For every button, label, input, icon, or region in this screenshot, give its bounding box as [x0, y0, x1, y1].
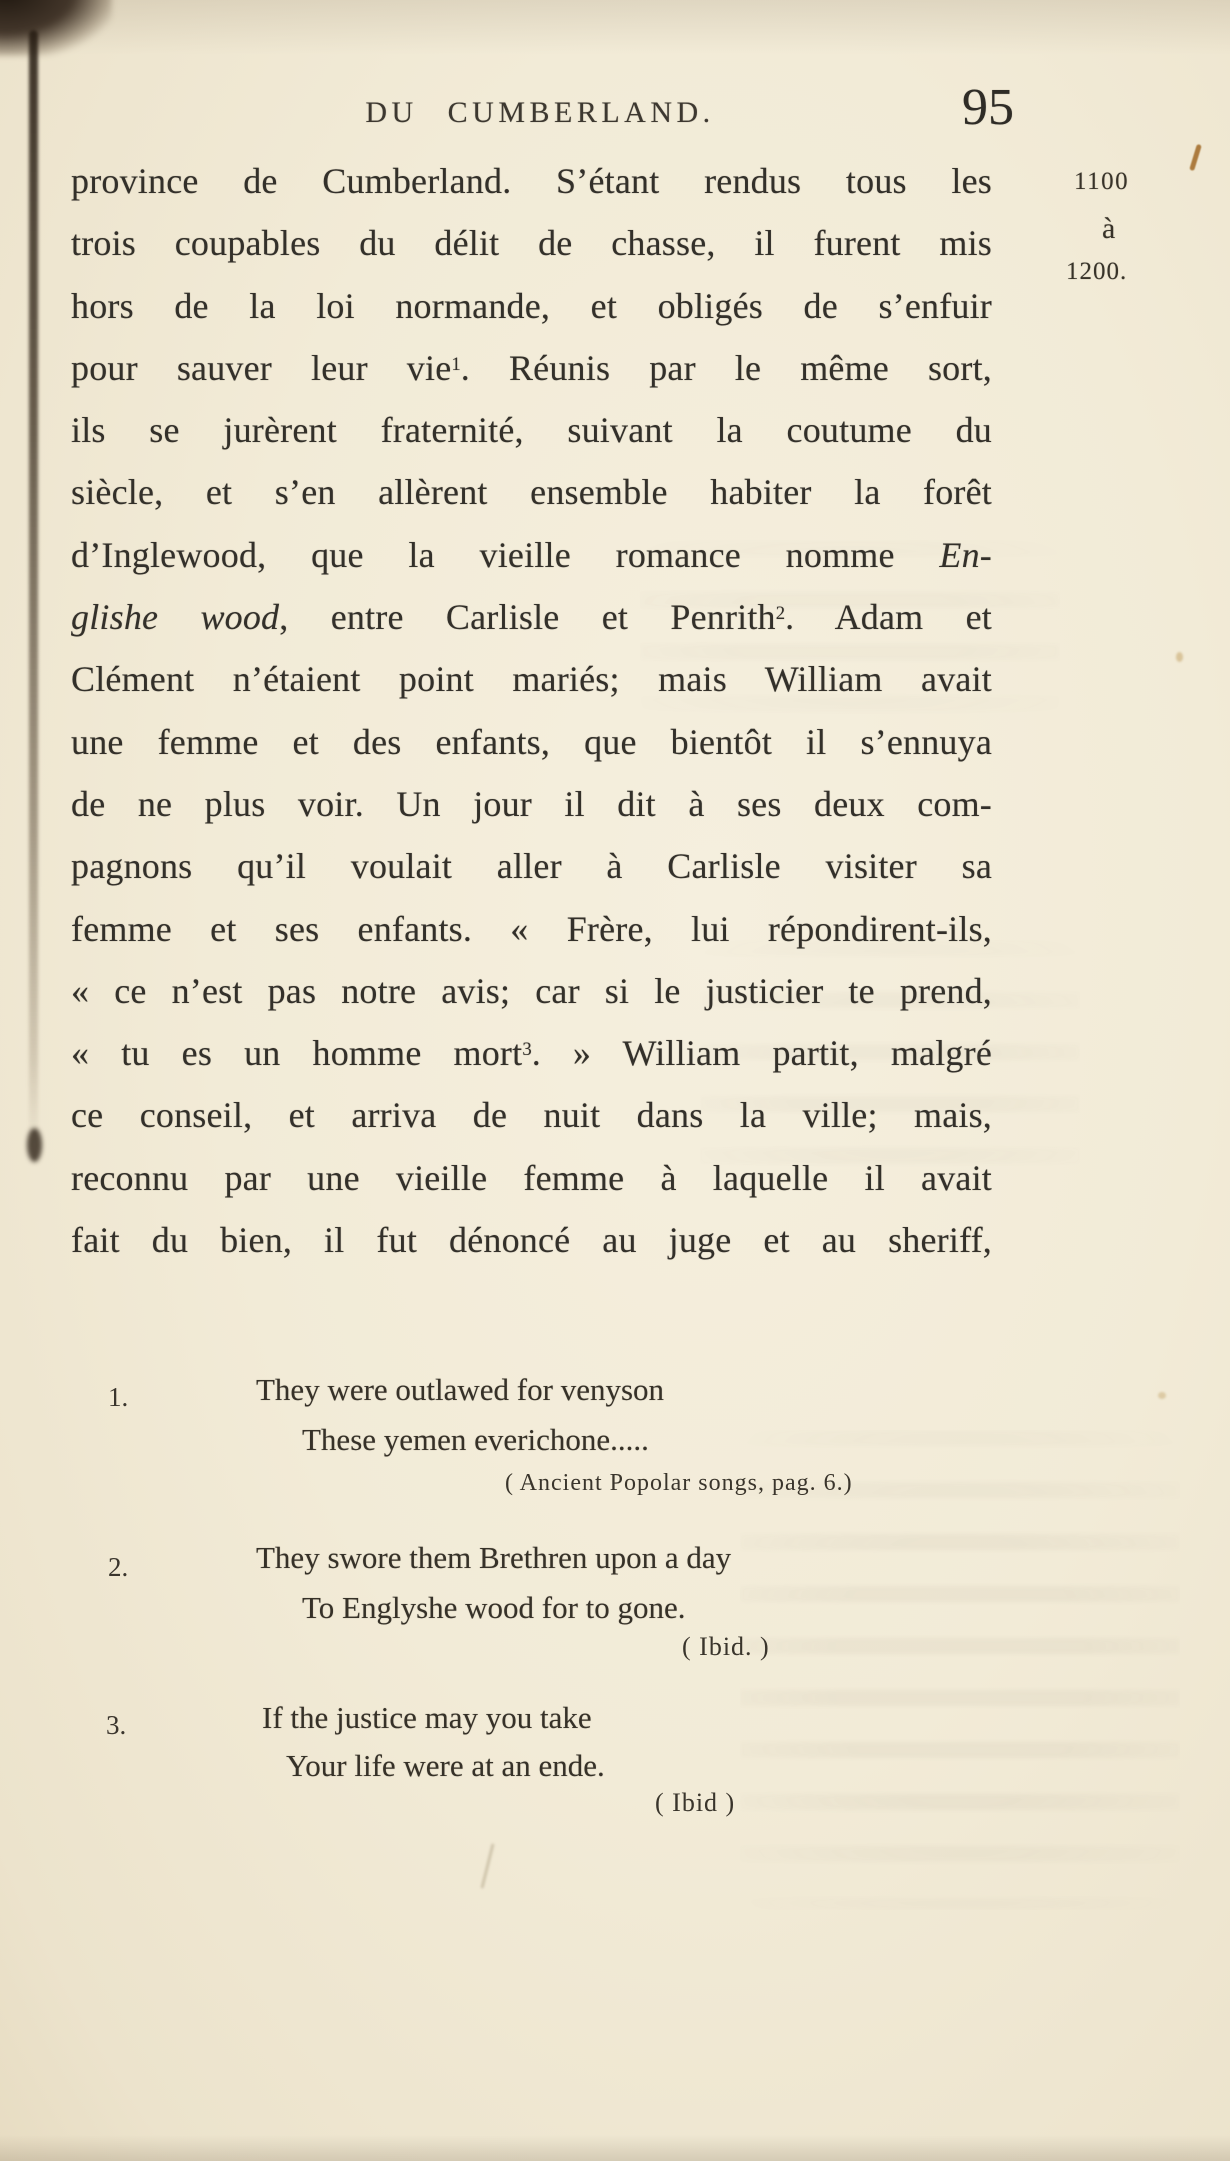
body-line: Clément n’étaient point mariés; mais William avait	[71, 659, 992, 700]
body-text	[71, 150, 992, 1271]
paper-fleck	[1176, 652, 1183, 662]
footnote-3-number: 3.	[106, 1710, 127, 1740]
paper-fleck	[1158, 1392, 1166, 1399]
bottom-edge-shade	[0, 2135, 1230, 2161]
body-line: de ne plus voir. Un jour il dit à ses deux com-	[71, 783, 992, 824]
footnote-2-verse-line-1: They swore them Brethren upon a day	[256, 1540, 732, 1575]
showthrough-ghost-text	[740, 1430, 1180, 1910]
body-line: ce conseil, et arriva de nuit dans la ville; mais,	[71, 1095, 992, 1136]
body-line: « ce n’est pas notre avis; car si le justicier te prend,	[71, 970, 992, 1011]
top-edge-shade	[0, 0, 1230, 55]
body-line: « tu es un homme mort$^3$. » William partit, malgré	[71, 1033, 992, 1074]
body-line: fait du bien, il fut dénoncé au juge et au sheriff,	[71, 1220, 992, 1261]
body-line: trois coupables du délit de chasse, il furent mis	[71, 223, 992, 264]
footnote-2-verse-line-2: To Englyshe wood for to gone.	[302, 1590, 686, 1625]
body-line: siècle, et s’en allèrent ensemble habiter la forêt	[71, 472, 992, 513]
footnote-3-verse-line-1: If the justice may you take	[262, 1700, 592, 1735]
margin-note-year-start: 1100	[1074, 168, 1130, 195]
footnote-3-citation: ( Ibid )	[655, 1788, 736, 1817]
footnote-1-citation: ( Ancient Popolar songs, pag. 6.)	[505, 1470, 853, 1496]
footnote-2-citation: ( Ibid. )	[682, 1632, 770, 1661]
corner-gutter-shadow	[0, 0, 112, 56]
paper-crease-mark	[480, 1843, 494, 1888]
body-line: une femme et des enfants, que bientôt il s’ennuya	[71, 721, 992, 762]
body-line: province de Cumberland. S’étant rendus tous les	[71, 161, 992, 201]
body-line: pour sauver leur vie$^1$. Réunis par le même sort,	[71, 347, 992, 388]
body-line: d’Inglewood, que la vieille romance nomme En-	[71, 534, 992, 575]
body-line: hors de la loi normande, et obligés de s’enfuir	[71, 285, 992, 326]
footnote-3-verse-line-2: Your life were at an ende.	[286, 1748, 605, 1783]
footnote-1-verse-line-1: They were outlawed for venyson	[256, 1372, 665, 1407]
footnote-1-number: 1.	[108, 1382, 129, 1412]
left-gutter-shadow-line	[29, 30, 38, 1150]
body-line: glishe wood, entre Carlisle et Penrith$^2$. Adam et	[71, 597, 992, 638]
body-line: femme et ses enfants. « Frère, lui répondirent-ils,	[71, 908, 992, 949]
margin-slash-mark	[1189, 144, 1202, 171]
footnote-1-verse-line-2: These yemen everichone.....	[302, 1422, 649, 1457]
footnote-2-number: 2.	[108, 1552, 129, 1582]
body-line: reconnu par une vieille femme à laquelle il avait	[71, 1157, 992, 1198]
page-number: 95	[962, 79, 1014, 136]
margin-note-year-end: 1200.	[1066, 258, 1128, 285]
body-line: pagnons qu’il voulait aller à Carlisle visiter sa	[71, 846, 992, 887]
left-gutter-ink-blob	[27, 1128, 42, 1162]
margin-note-connector: à	[1102, 212, 1116, 245]
running-header-title: DU CUMBERLAND.	[365, 96, 715, 129]
body-line: ils se jurèrent fraternité, suivant la coutume du	[71, 410, 992, 451]
